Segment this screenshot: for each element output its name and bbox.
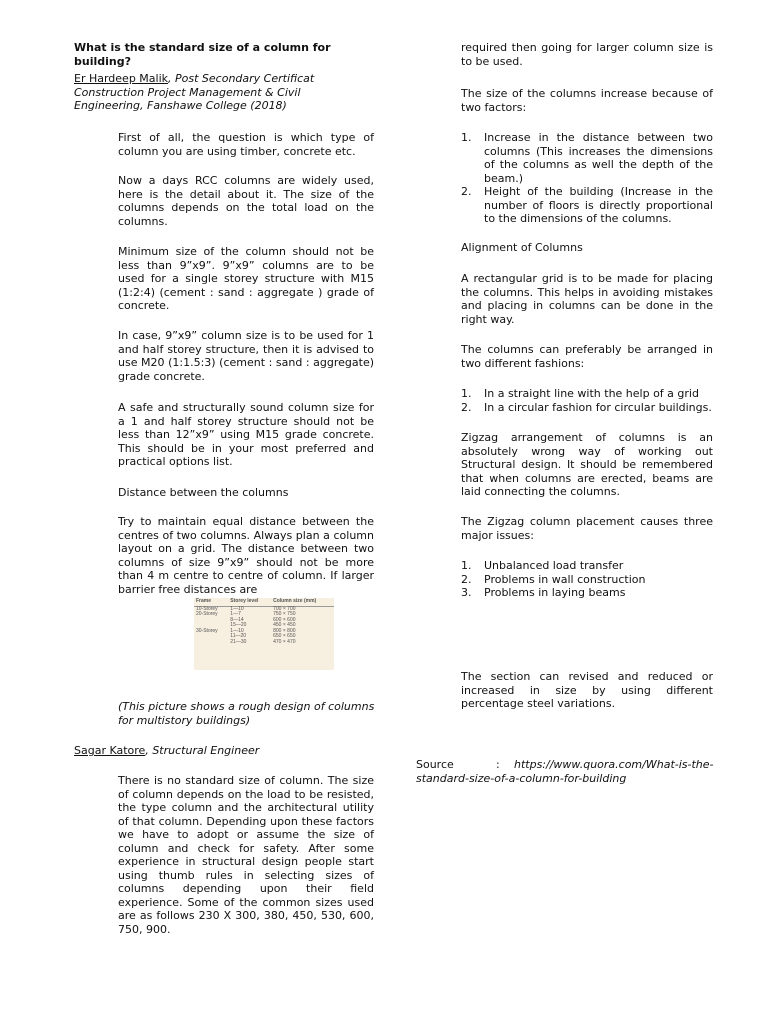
fashions-list [461, 387, 713, 414]
table-cell: 1—10 [230, 627, 244, 634]
paragraph-7: There is no standard size of column. The size of column depends on the load to be resisted, the type column and the architectural utility of that column. Depending upon these factors we have to adopt or assume the size of column and check for safety. After some experience in structural design people start using thumb rules in selecting sizes of columns depending upon their field experience. Some of the common sizes used are as follows 230 X 300, 380, 450, 530, 600, 750, 900. [118, 774, 374, 936]
list-number: 2. [461, 572, 472, 586]
table-cell: 8—14 [230, 616, 244, 623]
section-heading-alignment: Alignment of Columns [461, 241, 583, 254]
column-size-table-image [194, 598, 334, 670]
table-cell: 11—20 [230, 633, 247, 639]
page-title: What is the standard size of a column for building? [74, 41, 331, 68]
list-number: 1. [461, 559, 472, 572]
table-header-cell: Storey level [228, 598, 271, 606]
table-cell: 450 × 450 [273, 622, 296, 628]
picture-caption: (This picture shows a rough design of columns for multistory buildings) [118, 700, 375, 727]
table-cell [194, 640, 228, 646]
list-item-text: Increase in the distance between two columns (This increases the dimensions of the columns as well the depth of the beam.) [484, 131, 713, 185]
right-paragraph-6: The Zigzag column placement causes three major issues: [461, 515, 713, 542]
list-item [461, 387, 713, 401]
right-paragraph-7: The section can revised and reduced or increased in size by using different percentage steel variations. [461, 670, 713, 710]
table-row [194, 640, 334, 646]
table-cell: 750 × 750 [273, 611, 296, 617]
table-cell: 700 × 700 [273, 605, 296, 612]
list-item [461, 559, 713, 573]
source-url-link[interactable]: https://www.quora.com/What-is-the-standard-size-of-a-column-for-building [416, 758, 714, 785]
right-paragraph-2: The size of the columns increase because of two factors: [461, 87, 713, 114]
table-cell: 600 × 600 [273, 616, 296, 623]
table-header-row [194, 598, 334, 606]
list-number: 1. [461, 131, 472, 144]
issues-list [461, 559, 713, 600]
source-line [416, 758, 716, 785]
list-item [461, 401, 713, 415]
source-separator: : [496, 758, 500, 771]
source-label: Source [416, 758, 454, 771]
list-item [461, 586, 713, 600]
list-item [461, 573, 713, 587]
table-cell: 30-Storey [196, 627, 218, 634]
list-item-text: Problems in laying beams [484, 586, 626, 599]
right-paragraph-5: Zigzag arrangement of columns is an absolutely wrong way of working out Structural design. It should be remembered that when columns are erected, beams are laid connecting the columns. [461, 431, 713, 498]
table-cell: 1—7 [230, 611, 241, 617]
table-cell: 650 × 650 [273, 633, 296, 639]
table-cell: 21—30 [230, 638, 247, 645]
paragraph-6: Try to maintain equal distance between the centres of two columns. Always plan a column layout on a grid. The distance between two columns of size 9”x9” should not be more than 4 m centre to centre of column. If larger barrier free distances are [118, 515, 374, 596]
paragraph-2: Now a days RCC columns are widely used, here is the detail about it. The size of the columns depends on the total load on the columns. [118, 174, 374, 228]
list-number: 2. [461, 185, 472, 198]
paragraph-1: First of all, the question is which type of column you are using timber, concrete etc. [118, 131, 374, 158]
author-1-name-link[interactable]: Er Hardeep Malik [74, 72, 169, 85]
table-cell: 20-Storey [196, 611, 218, 617]
right-paragraph-3: A rectangular grid is to be made for placing the columns. This helps in avoiding mistakes and placing in columns can be done in the right way. [461, 272, 713, 326]
right-paragraph-4: The columns can preferably be arranged in two different fashions: [461, 343, 713, 370]
list-item-text: Height of the building (Increase in the number of floors is directly proportional to the dimensions of the columns. [484, 185, 713, 225]
list-item-text: In a straight line with the help of a grid [484, 387, 699, 400]
author-2-name-link[interactable]: Sagar Katore [74, 744, 146, 757]
list-item-text: In a circular fashion for circular buildings. [484, 400, 712, 414]
table-cell: 1—10 [230, 605, 244, 612]
section-heading-distance: Distance between the columns [118, 486, 289, 499]
paragraph-4: In case, 9”x9” column size is to be used for 1 and half storey structure, then it is advised to use M20 (1:1.5:3) (cement : sand : aggregate) grade concrete. [118, 329, 374, 383]
list-number: 1. [461, 387, 472, 400]
list-number: 3. [461, 586, 472, 599]
table-cell: 800 × 800 [273, 627, 296, 634]
column-size-table [194, 598, 334, 645]
author-1-credential: , Post Secondary Certificat Construction Project Management & Civil Engineering, Fanshawe College (2018) [74, 72, 315, 112]
paragraph-3: Minimum size of the column should not be less than 9”x9”. 9”x9” columns are to be used for a single storey structure with M15 (1:2:4) (cement : sand : aggregate ) grade of concrete. [118, 245, 374, 312]
table-header-cell: Frame [194, 598, 228, 606]
list-item-text: Unbalanced load transfer [484, 559, 624, 572]
list-item-text: Problems in wall construction [484, 572, 646, 586]
list-item [461, 185, 713, 226]
author-2-byline [74, 744, 374, 758]
list-item [461, 131, 713, 185]
paragraph-5: A safe and structurally sound column size for a 1 and half storey structure should not be less than 12”x9” using M15 grade concrete. This should be in your most preferred and practical options list. [118, 401, 374, 468]
right-paragraph-1: required then going for larger column size is to be used. [461, 41, 713, 68]
table-cell: 10-Storey [196, 605, 218, 612]
table-header-cell: Column size (mm) [271, 598, 334, 606]
table-cell: 15—20 [230, 622, 247, 628]
list-number: 2. [461, 400, 472, 414]
factors-list [461, 131, 713, 226]
author-1-byline [74, 72, 344, 113]
author-2-credential: , Structural Engineer [145, 744, 260, 757]
table-cell: 470 × 470 [273, 638, 296, 645]
